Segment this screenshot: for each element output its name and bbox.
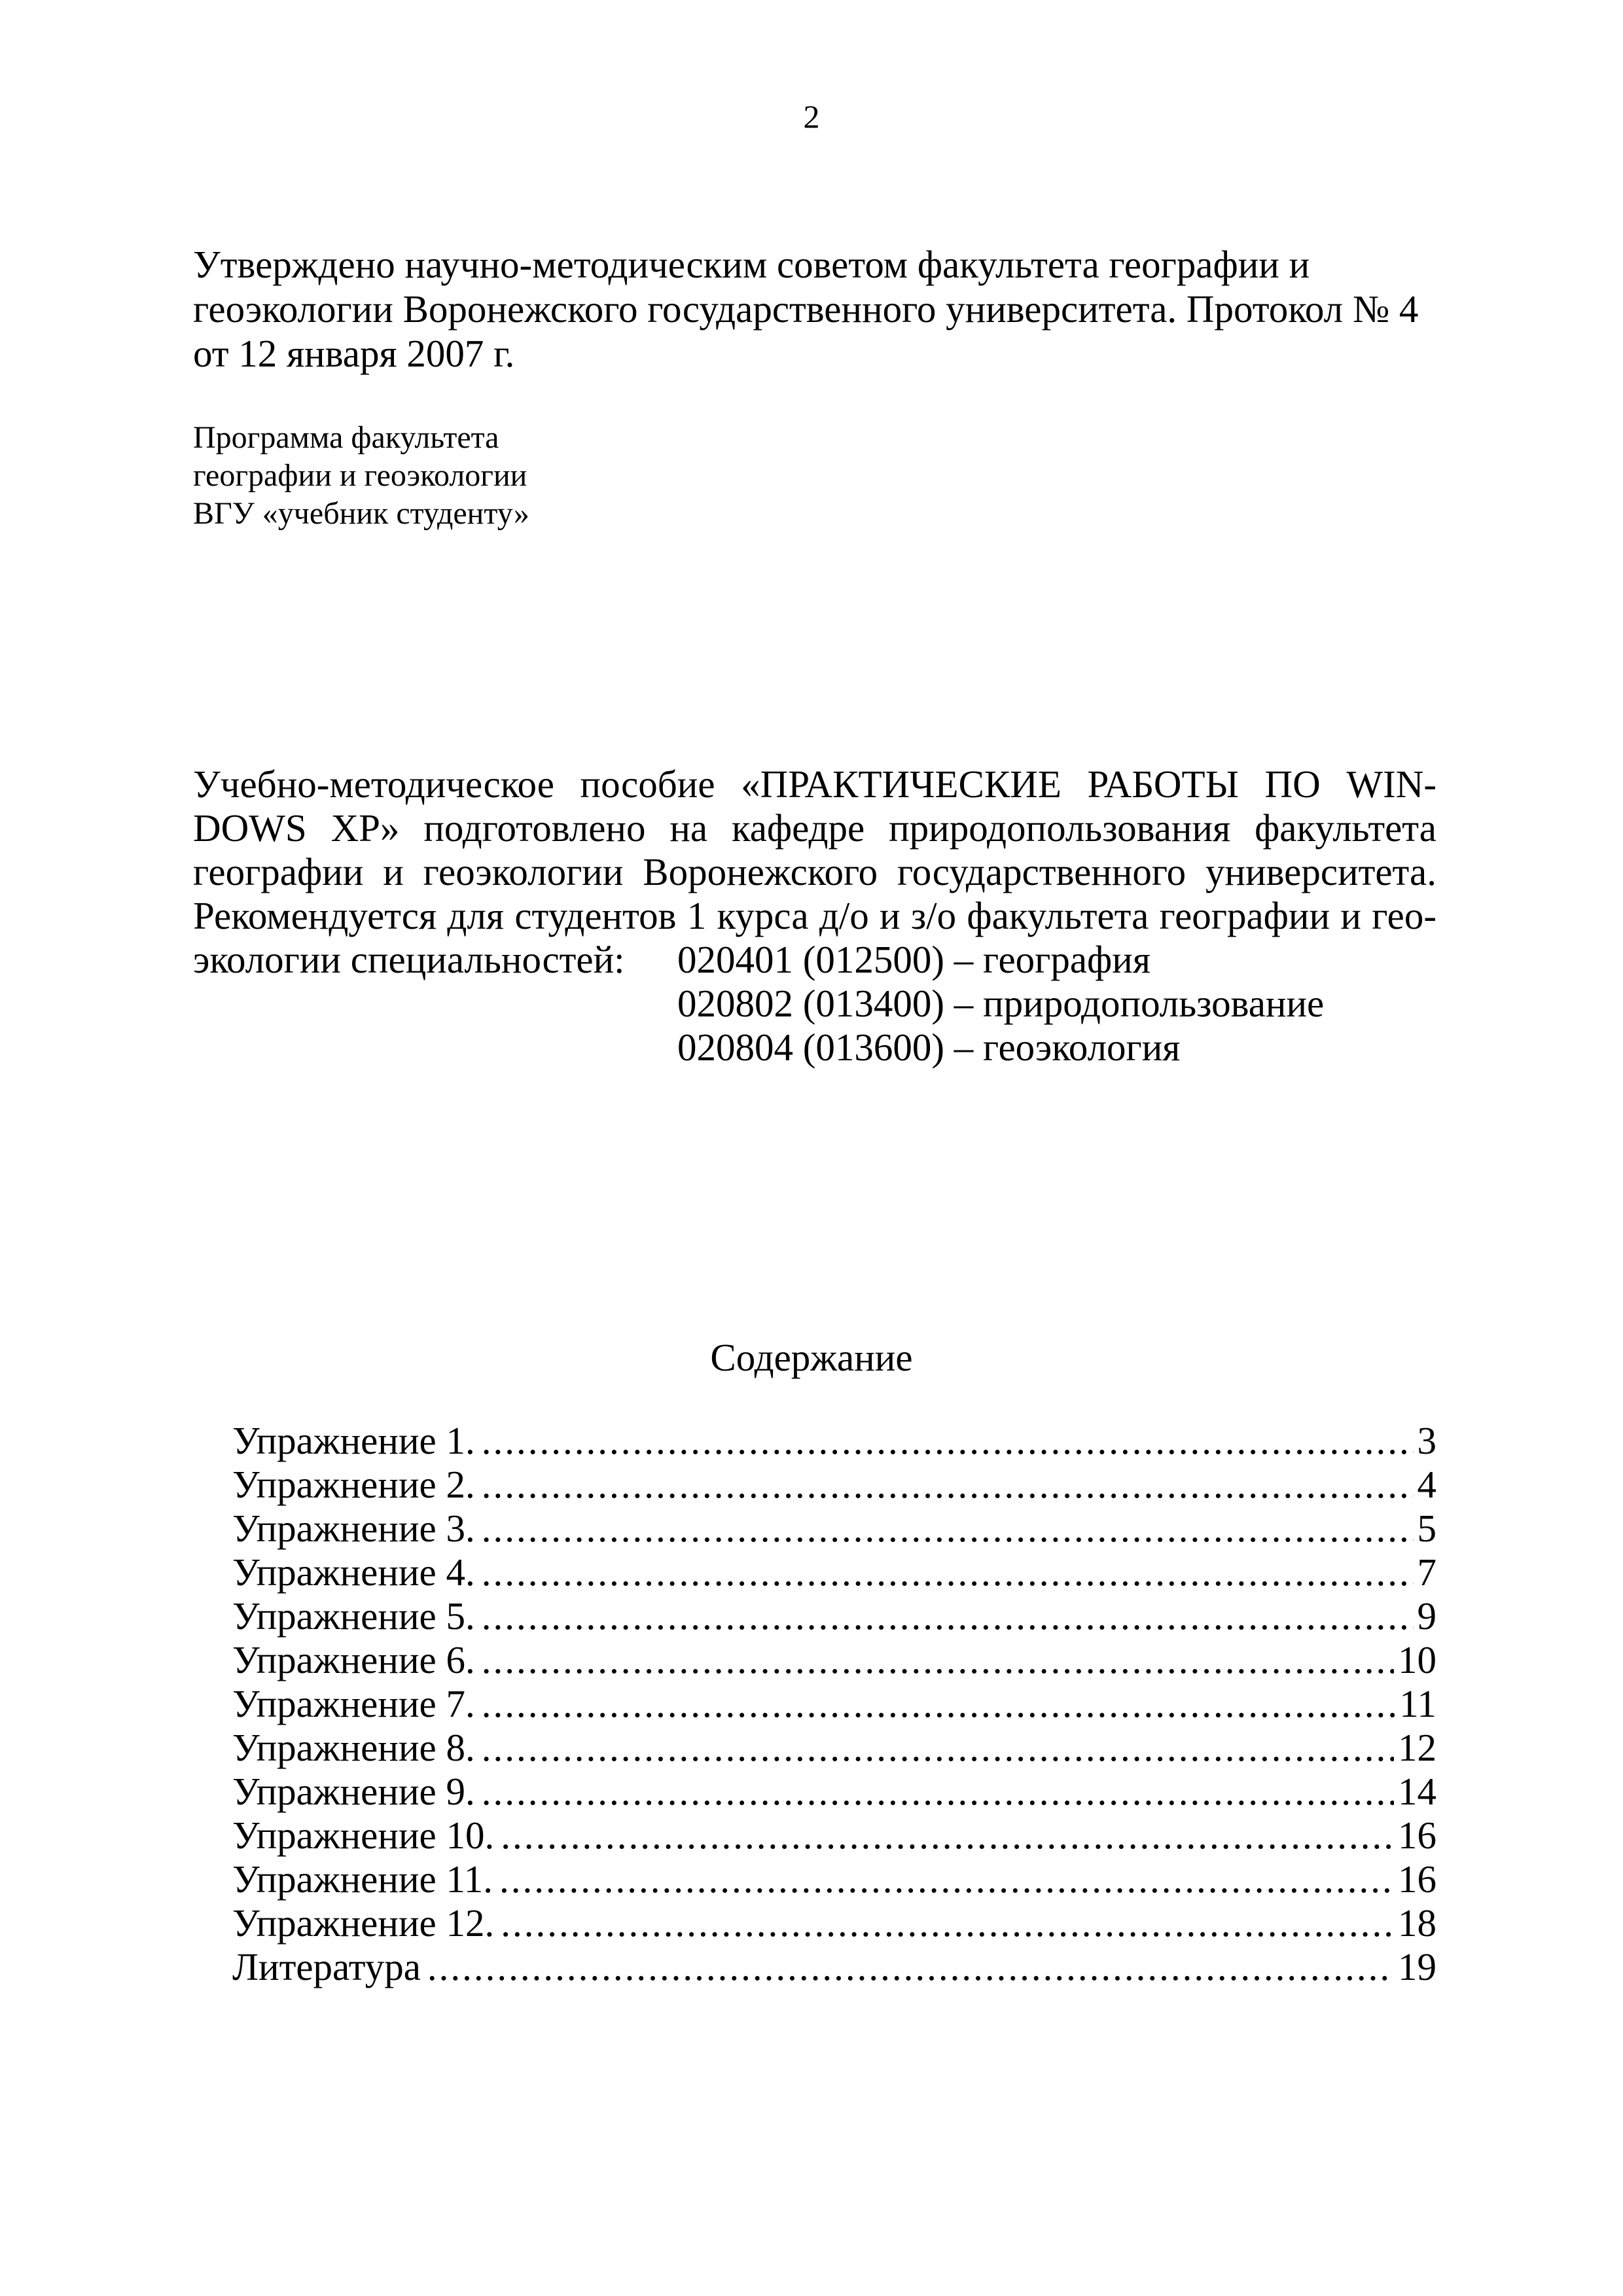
- specialty-row: [193, 982, 1436, 1026]
- toc-entry-page: 7: [1417, 1551, 1436, 1594]
- specialty-row: [193, 938, 1436, 982]
- toc-entry[interactable]: [232, 1901, 1436, 1945]
- specialty-row: [193, 1026, 1436, 1069]
- toc-leader-dots: [482, 1419, 1414, 1463]
- toc-entry-page: 4: [1417, 1463, 1436, 1506]
- specialties-block: [193, 938, 1436, 1069]
- toc-entry-label: Упражнение 10.: [232, 1814, 495, 1857]
- toc-leader-dots: [482, 1770, 1394, 1814]
- toc-leader-dots: [482, 1463, 1414, 1507]
- toc-entry-page: 14: [1398, 1770, 1436, 1813]
- toc-entry-page: 3: [1417, 1419, 1436, 1462]
- toc-entry[interactable]: [232, 1507, 1436, 1551]
- page-number: 2: [803, 98, 820, 135]
- toc-entry[interactable]: [232, 1594, 1436, 1638]
- program-line: географии и геоэкологии: [193, 458, 527, 493]
- toc-entry-label: Упражнение 6.: [232, 1638, 475, 1681]
- program-line: ВГУ «учебник студенту»: [193, 496, 529, 531]
- toc-entry-page: 16: [1398, 1857, 1436, 1901]
- toc-entry[interactable]: [232, 1551, 1436, 1594]
- toc-leader-dots: [482, 1682, 1395, 1726]
- toc-entry[interactable]: [232, 1726, 1436, 1770]
- toc-leader-dots: [482, 1551, 1414, 1594]
- toc-entry[interactable]: [232, 1770, 1436, 1814]
- toc-entry-label: Упражнение 4.: [232, 1551, 475, 1594]
- toc-entry-label: Упражнение 1.: [232, 1419, 475, 1462]
- description-line: Учебно-методическое пособие «ПРАКТИЧЕСКИЕ РАБОТЫ ПО WIN-: [193, 762, 1436, 806]
- toc-entry-page: 19: [1398, 1945, 1436, 1988]
- description-paragraph: [193, 762, 1436, 938]
- toc-entry-page: 16: [1398, 1814, 1436, 1857]
- toc-entry[interactable]: [232, 1638, 1436, 1682]
- toc-entry[interactable]: [232, 1814, 1436, 1857]
- toc-entry-page: 18: [1398, 1901, 1436, 1945]
- description-line: DOWS XP» подготовлено на кафедре природопользования факультета: [193, 806, 1436, 850]
- toc-entry-page: 12: [1398, 1726, 1436, 1769]
- toc-entry-page: 10: [1398, 1638, 1436, 1681]
- toc-leader-dots: [501, 1814, 1394, 1857]
- toc-leader-dots: [499, 1857, 1394, 1901]
- toc-entry-label: Упражнение 11.: [232, 1857, 493, 1901]
- toc-entry-label: Упражнение 2.: [232, 1463, 475, 1506]
- toc-entry-label: Упражнение 7.: [232, 1682, 475, 1725]
- description-line: Рекомендуется для студентов 1 курса д/о и з/о факультета географии и гео-: [193, 894, 1436, 937]
- toc-entry-label: Упражнение 3.: [232, 1507, 475, 1550]
- toc-title: Содержание: [710, 1336, 913, 1379]
- toc-entry-label: Литература: [232, 1945, 421, 1988]
- toc-entry[interactable]: [232, 1419, 1436, 1463]
- specialty-item: 020401 (012500) – география: [677, 938, 1150, 981]
- approval-line: Утверждено научно-методическим советом факультета географии и: [193, 243, 1310, 286]
- toc-entry-label: Упражнение 12.: [232, 1901, 495, 1945]
- toc-entry-page: 11: [1399, 1682, 1436, 1725]
- toc-leader-dots: [482, 1507, 1414, 1551]
- toc-leader-dots: [482, 1726, 1394, 1770]
- specialty-item: 020804 (013600) – геоэкология: [677, 1026, 1181, 1069]
- toc-leader-dots: [501, 1901, 1394, 1945]
- approval-line: геоэкологии Воронежского государственного университета. Протокол № 4: [193, 287, 1419, 331]
- toc-entry-page: 9: [1417, 1594, 1436, 1638]
- approval-statement: [193, 242, 1436, 376]
- approval-line: от 12 января 2007 г.: [193, 332, 515, 375]
- toc-entry[interactable]: [232, 1945, 1436, 1989]
- toc-entry[interactable]: [232, 1463, 1436, 1507]
- table-of-contents: [232, 1419, 1436, 1989]
- toc-entry-label: Упражнение 8.: [232, 1726, 475, 1769]
- toc-leader-dots: [482, 1638, 1394, 1682]
- toc-leader-dots: [482, 1594, 1414, 1638]
- specialties-label: экологии специальностей:: [193, 938, 625, 981]
- toc-entry[interactable]: [232, 1857, 1436, 1901]
- specialty-item: 020802 (013400) – природопользование: [677, 982, 1325, 1025]
- toc-leader-dots: [427, 1945, 1394, 1989]
- description-line: географии и геоэкологии Воронежского государственного университета.: [193, 850, 1436, 893]
- program-line: Программа факультета: [193, 420, 499, 455]
- toc-entry-page: 5: [1417, 1507, 1436, 1550]
- toc-entry-label: Упражнение 5.: [232, 1594, 475, 1638]
- toc-entry-label: Упражнение 9.: [232, 1770, 475, 1813]
- toc-entry[interactable]: [232, 1682, 1436, 1726]
- program-note: [193, 419, 782, 533]
